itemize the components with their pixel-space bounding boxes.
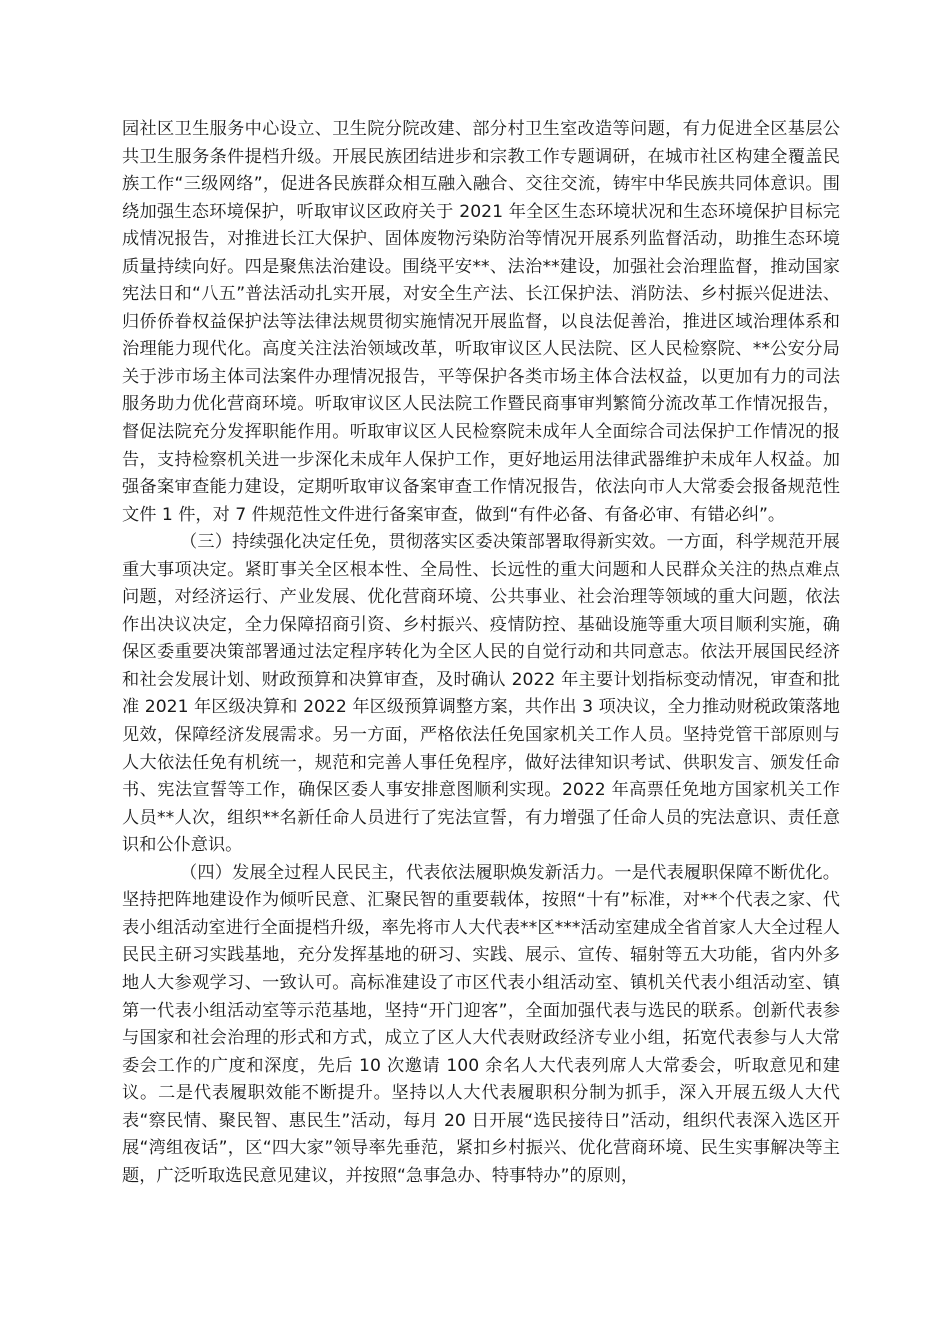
paragraph-section-four: （四）发展全过程人民民主，代表依法履职焕发新活力。一是代表履职保障不断优化。坚持把阵地建设作为倾听民意、汇聚民智的重要载体，按照“十有”标准，对**个代表之家、代表小组活动室进行全面提档升级，率先将市人大代表**区***活动室建成全省首家人大全过程人民民主研习实践基地，充分发挥基地的研习、实践、展示、宣传、辐射等五大功能，省内外多地人大参观学习、一致认可。高标准建设了市区代表小组活动室、镇机关代表小组活动室、镇第一代表小组活动室等示范基地，坚持“开门迎客”，全面加强代表与选民的联系。创新代表参与国家和社会治理的形式和方式，成立了区人大代表财政经济专业小组，拓宽代表参与人大常委会工作的广度和深度，先后 10 次邀请 100 余名人大代表列席人大常委会，听取意见和建议。二是代表履职效能不断提升。坚持以人大代表履职积分制为抓手，深入开展五级人大代表“察民情、聚民智、惠民生”活动，每月 20 日开展“选民接待日”活动，组织代表深入选区开展“湾组夜话”，区“四大家”领导率先垂范，紧扣乡村振兴、优化营商环境、民生实事解决等主题，广泛听取选民意见建议，并按照“急事急办、特事特办”的原则，: [122, 862, 840, 1186]
paragraph-supervision-continued: 园社区卫生服务中心设立、卫生院分院改建、部分村卫生室改造等问题，有力促进全区基层公共卫生服务条件提档升级。开展民族团结进步和宗教工作专题调研，在城市社区构建全覆盖民族工作“三级网络”，促进各民族群众相互融入融合、交往交流，铸牢中华民族共同体意识。围绕加强生态环境保护，听取审议区政府关于 2021 年全区生态环境状况和生态环境保护目标完成情况报告，对推进长江大保护、固体废物污染防治等情况开展系列监督活动，助推生态环境质量持续向好。四是聚焦法治建设。围绕平安**、法治**建设，加强社会治理监督，推动国家宪法日和“八五”普法活动扎实开展，对安全生产法、长江保护法、消防法、乡村振兴促进法、归侨侨眷权益保护法等法律法规贯彻实施情况开展监督，以良法促善治，推进区域治理体系和治理能力现代化。高度关注法治领域改革，听取审议区人民法院、区人民检察院、**公安分局关于涉市场主体司法案件办理情况报告，平等保护各类市场主体合法权益，以更加有力的司法服务助力优化营商环境。听取审议区人民法院工作暨民商事审判繁简分流改革工作情况报告，督促法院充分发挥职能作用。听取审议区人民检察院未成年人全面综合司法保护工作情况的报告，支持检察机关进一步深化未成年人保护工作，更好地运用法律武器维护未成年人权益。加强备案审查能力建设，定期听取审议备案审查工作情况报告，依法向市人大常委会报备规范性文件 1 件，对 7 件规范性文件进行备案审查，做到“有件必备、有备必审、有错必纠”。: [122, 119, 840, 525]
document-page: [122, 116, 840, 1190]
paragraph-section-three: （三）持续强化决定任免，贯彻落实区委决策部署取得新实效。一方面，科学规范开展重大事项决定。紧盯事关全区根本性、全局性、长远性的重大问题和人民群众关注的热点难点问题，对经济运行、产业发展、优化营商环境、公共事业、社会治理等领域的重大问题，依法作出决议决定，全力保障招商引资、乡村振兴、疫情防控、基础设施等重大项目顺利实施，确保区委重要决策部署通过法定程序转化为全区人民的自觉行动和共同意志。依法开展国民经济和社会发展计划、财政预算和决算审查，及时确认 2022 年主要计划指标变动情况，审查和批准 2021 年区级决算和 2022 年区级预算调整方案，共作出 3 项决议，全力推动财税政策落地见效，保障经济发展需求。另一方面，严格依法任免国家机关工作人员。坚持党管干部原则与人大依法任免有机统一，规范和完善人事任免程序，做好法律知识考试、供职发言、颁发任命书、宪法宣誓等工作，确保区委人事安排意图顺利实现。2022 年高票任免地方国家机关工作人员**人次，组织**名新任命人员进行了宪法宣誓，有力增强了任命人员的宪法意识、责任意识和公仆意识。: [122, 532, 840, 856]
